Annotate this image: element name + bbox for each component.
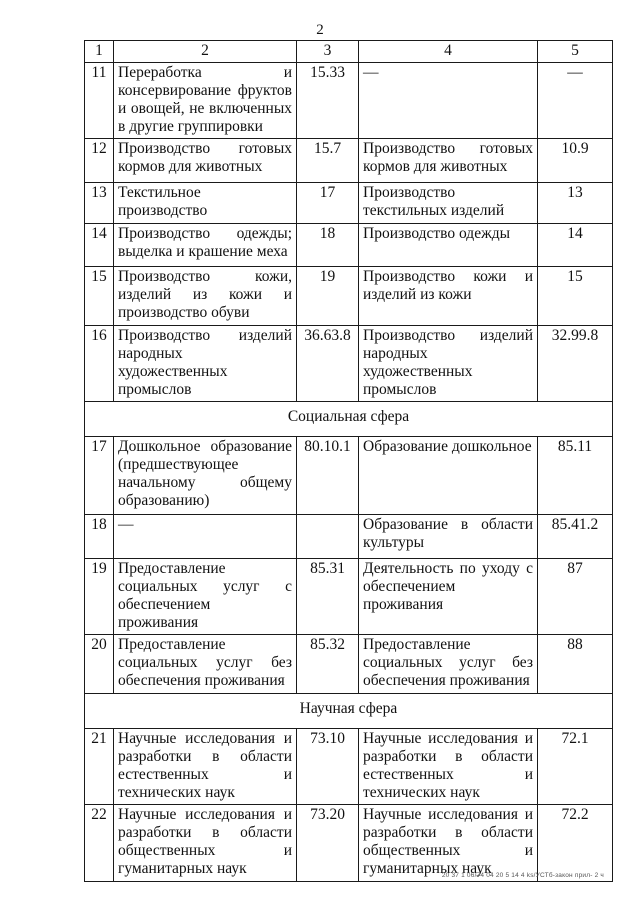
new-activity-name: Производство текстильных изделий [359, 183, 538, 224]
header-col-5: 5 [538, 41, 613, 63]
header-col-1: 1 [85, 41, 114, 63]
new-activity-name: — [359, 63, 538, 139]
row-number: 13 [85, 183, 114, 224]
table-row [85, 729, 613, 805]
old-activity-name: Дошкольное образование (предшествующее начальному общему образованию) [114, 437, 297, 515]
page-number: 2 [316, 22, 324, 38]
old-activity-name: Предоставление социальных услуг без обеспечения проживания [114, 635, 297, 694]
document-footer-code: 20 37 1 06/74 04 20 5 14 4 ks/УСТб-закон прил- 2 ч [441, 872, 604, 879]
old-activity-name: — [114, 515, 297, 559]
old-activity-code: 36.63.8 [297, 326, 359, 402]
section-row-social [85, 402, 613, 437]
new-activity-code: 14 [538, 224, 613, 267]
new-activity-code: 72.1 [538, 729, 613, 805]
old-activity-code: 85.32 [297, 635, 359, 694]
new-activity-code: 32.99.8 [538, 326, 613, 402]
new-activity-code: 72.2 [538, 805, 613, 882]
old-activity-name: Предоставление социальных услуг с обеспечением проживания [114, 559, 297, 635]
new-activity-code: 10.9 [538, 139, 613, 183]
old-activity-name: Научные исследования и разработки в области общественных и гуманитарных наук [114, 805, 297, 882]
row-number: 16 [85, 326, 114, 402]
header-col-3: 3 [297, 41, 359, 63]
old-activity-code: 15.7 [297, 139, 359, 183]
row-number: 14 [85, 224, 114, 267]
new-activity-name: Образование дошкольное [359, 437, 538, 515]
row-number: 21 [85, 729, 114, 805]
section-heading-science: Научная сфера [85, 694, 613, 729]
old-activity-name: Производство изделий народных художественных промыслов [114, 326, 297, 402]
row-number: 12 [85, 139, 114, 183]
table-row [85, 559, 613, 635]
new-activity-name: Производство готовых кормов для животных [359, 139, 538, 183]
new-activity-code: 87 [538, 559, 613, 635]
new-activity-code: — [538, 63, 613, 139]
old-activity-code: 17 [297, 183, 359, 224]
old-activity-code: 73.10 [297, 729, 359, 805]
table-row [85, 183, 613, 224]
old-activity-code: 85.31 [297, 559, 359, 635]
old-activity-code: 80.10.1 [297, 437, 359, 515]
section-row-science [85, 694, 613, 729]
old-activity-code: 18 [297, 224, 359, 267]
row-number: 18 [85, 515, 114, 559]
new-activity-name: Производство одежды [359, 224, 538, 267]
new-activity-name: Производство кожи и изделий из кожи [359, 267, 538, 326]
table-row [85, 635, 613, 694]
new-activity-name: Научные исследования и разработки в области естественных и технических наук [359, 729, 538, 805]
table-row [85, 267, 613, 326]
table-row [85, 63, 613, 139]
new-activity-name: Образование в области культуры [359, 515, 538, 559]
table-header-row [85, 41, 613, 63]
row-number: 22 [85, 805, 114, 882]
header-col-2: 2 [114, 41, 297, 63]
old-activity-name: Переработка и консервирование фруктов и овощей, не включенных в другие группировки [114, 63, 297, 139]
row-number: 11 [85, 63, 114, 139]
new-activity-code: 85.11 [538, 437, 613, 515]
old-activity-code: 15.33 [297, 63, 359, 139]
table-row [85, 326, 613, 402]
section-heading-social: Социальная сфера [85, 402, 613, 437]
old-activity-code: 73.20 [297, 805, 359, 882]
table-row [85, 515, 613, 559]
new-activity-name: Производство изделий народных художественных промыслов [359, 326, 538, 402]
table-row [85, 437, 613, 515]
row-number: 19 [85, 559, 114, 635]
table-row [85, 139, 613, 183]
new-activity-code: 13 [538, 183, 613, 224]
old-activity-code [297, 515, 359, 559]
new-activity-name: Научные исследования и разработки в области общественных и гуманитарных наук [359, 805, 538, 882]
old-activity-name: Текстильное производство [114, 183, 297, 224]
classification-table [84, 40, 613, 882]
row-number: 15 [85, 267, 114, 326]
table-row [85, 224, 613, 267]
old-activity-code: 19 [297, 267, 359, 326]
new-activity-code: 85.41.2 [538, 515, 613, 559]
old-activity-name: Производство готовых кормов для животных [114, 139, 297, 183]
table-row [85, 805, 613, 882]
row-number: 17 [85, 437, 114, 515]
new-activity-name: Деятельность по уходу с обеспечением проживания [359, 559, 538, 635]
old-activity-name: Производство кожи, изделий из кожи и производство обуви [114, 267, 297, 326]
old-activity-name: Производство одежды; выделка и крашение меха [114, 224, 297, 267]
new-activity-name: Предоставление социальных услуг без обеспечения проживания [359, 635, 538, 694]
new-activity-code: 15 [538, 267, 613, 326]
new-activity-code: 88 [538, 635, 613, 694]
row-number: 20 [85, 635, 114, 694]
header-col-4: 4 [359, 41, 538, 63]
old-activity-name: Научные исследования и разработки в области естественных и технических наук [114, 729, 297, 805]
